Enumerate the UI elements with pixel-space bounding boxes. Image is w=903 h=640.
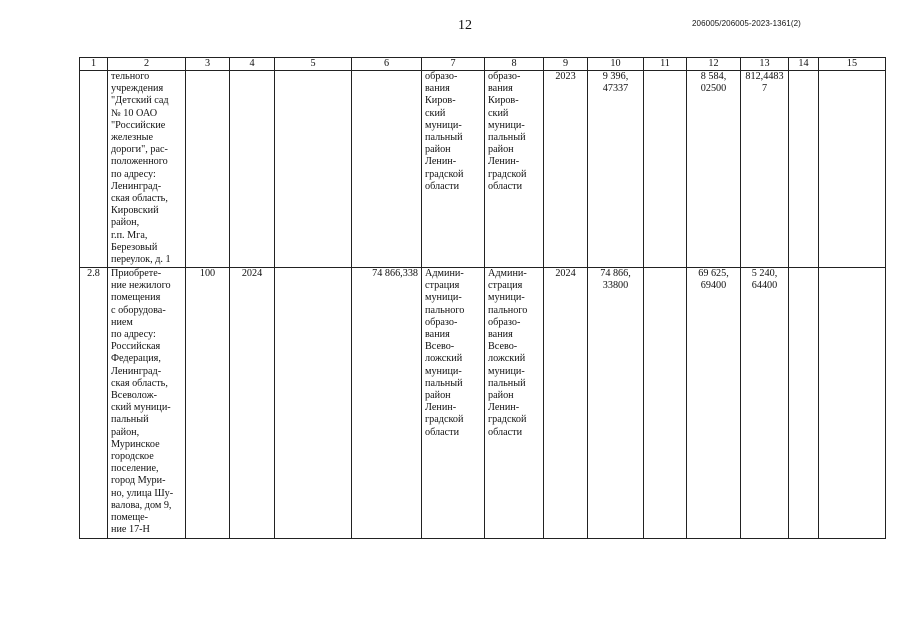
table-cell xyxy=(644,268,687,539)
amount-cell: 9 396, 47337 xyxy=(588,71,644,268)
header-cell: 6 xyxy=(352,58,422,71)
header-cell: 9 xyxy=(544,58,588,71)
header-cell: 13 xyxy=(741,58,789,71)
table-cell xyxy=(230,71,275,268)
amount-cell: 74 866, 33800 xyxy=(588,268,644,539)
year-cell: 2024 xyxy=(230,268,275,539)
row-number-cell xyxy=(80,71,108,268)
table-row xyxy=(80,71,886,268)
table-row xyxy=(80,268,886,539)
object-name-cell: Приобрете- ние нежилого помещения с оборудова- нием по адресу: Российская Федерация, Ленинград- ская область, Всеволож- ский муници- пальный район, Муринское городское поселение, город Мури- но, улица Шу- валова, дом 9, помеще- ние 17-Н xyxy=(108,268,186,539)
amount-cell: 69 625, 69400 xyxy=(687,268,741,539)
budget-table xyxy=(79,57,886,539)
table-cell xyxy=(352,71,422,268)
table-header-row xyxy=(80,58,886,71)
table-cell xyxy=(789,268,819,539)
header-cell: 5 xyxy=(275,58,352,71)
table-cell xyxy=(186,71,230,268)
recipient-cell: образо- вания Киров- ский муници- пальный район Ленин- градской области xyxy=(485,71,544,268)
amount-cell: 812,44837 xyxy=(741,71,789,268)
amount-cell: 8 584, 02500 xyxy=(687,71,741,268)
table-cell xyxy=(789,71,819,268)
object-name-cell: тельного учреждения "Детский сад № 10 ОАО "Российские железные дороги", рас- положенного по адресу: Ленинград- ская область, Кировский район, г.п. Мга, Березовый переулок, д. 1 xyxy=(108,71,186,268)
header-cell: 10 xyxy=(588,58,644,71)
table-cell xyxy=(275,71,352,268)
amount-cell: 5 240, 64400 xyxy=(741,268,789,539)
header-cell: 15 xyxy=(819,58,886,71)
row-number-cell: 2.8 xyxy=(80,268,108,539)
year-cell: 2023 xyxy=(544,71,588,268)
header-cell: 1 xyxy=(80,58,108,71)
header-cell: 8 xyxy=(485,58,544,71)
customer-cell: Админи- страция муници- пального образо- вания Всево- ложский муници- пальный район Ленин- градской области xyxy=(422,268,485,539)
header-cell: 7 xyxy=(422,58,485,71)
header-cell: 11 xyxy=(644,58,687,71)
recipient-cell: Админи- страция муници- пального образо- вания Всево- ложский муници- пальный район Ленин- градской области xyxy=(485,268,544,539)
cost-cell: 74 866,338 xyxy=(352,268,422,539)
table-cell xyxy=(644,71,687,268)
header-cell: 2 xyxy=(108,58,186,71)
year-cell: 2024 xyxy=(544,268,588,539)
page-number: 12 xyxy=(458,18,472,33)
table-cell xyxy=(819,71,886,268)
customer-cell: образо- вания Киров- ский муници- пальный район Ленин- градской области xyxy=(422,71,485,268)
header-cell: 3 xyxy=(186,58,230,71)
header-cell: 4 xyxy=(230,58,275,71)
header-cell: 14 xyxy=(789,58,819,71)
table-cell xyxy=(275,268,352,539)
capacity-cell: 100 xyxy=(186,268,230,539)
document-code: 206005/206005-2023-1361(2) xyxy=(692,19,801,28)
header-cell: 12 xyxy=(687,58,741,71)
table-cell xyxy=(819,268,886,539)
